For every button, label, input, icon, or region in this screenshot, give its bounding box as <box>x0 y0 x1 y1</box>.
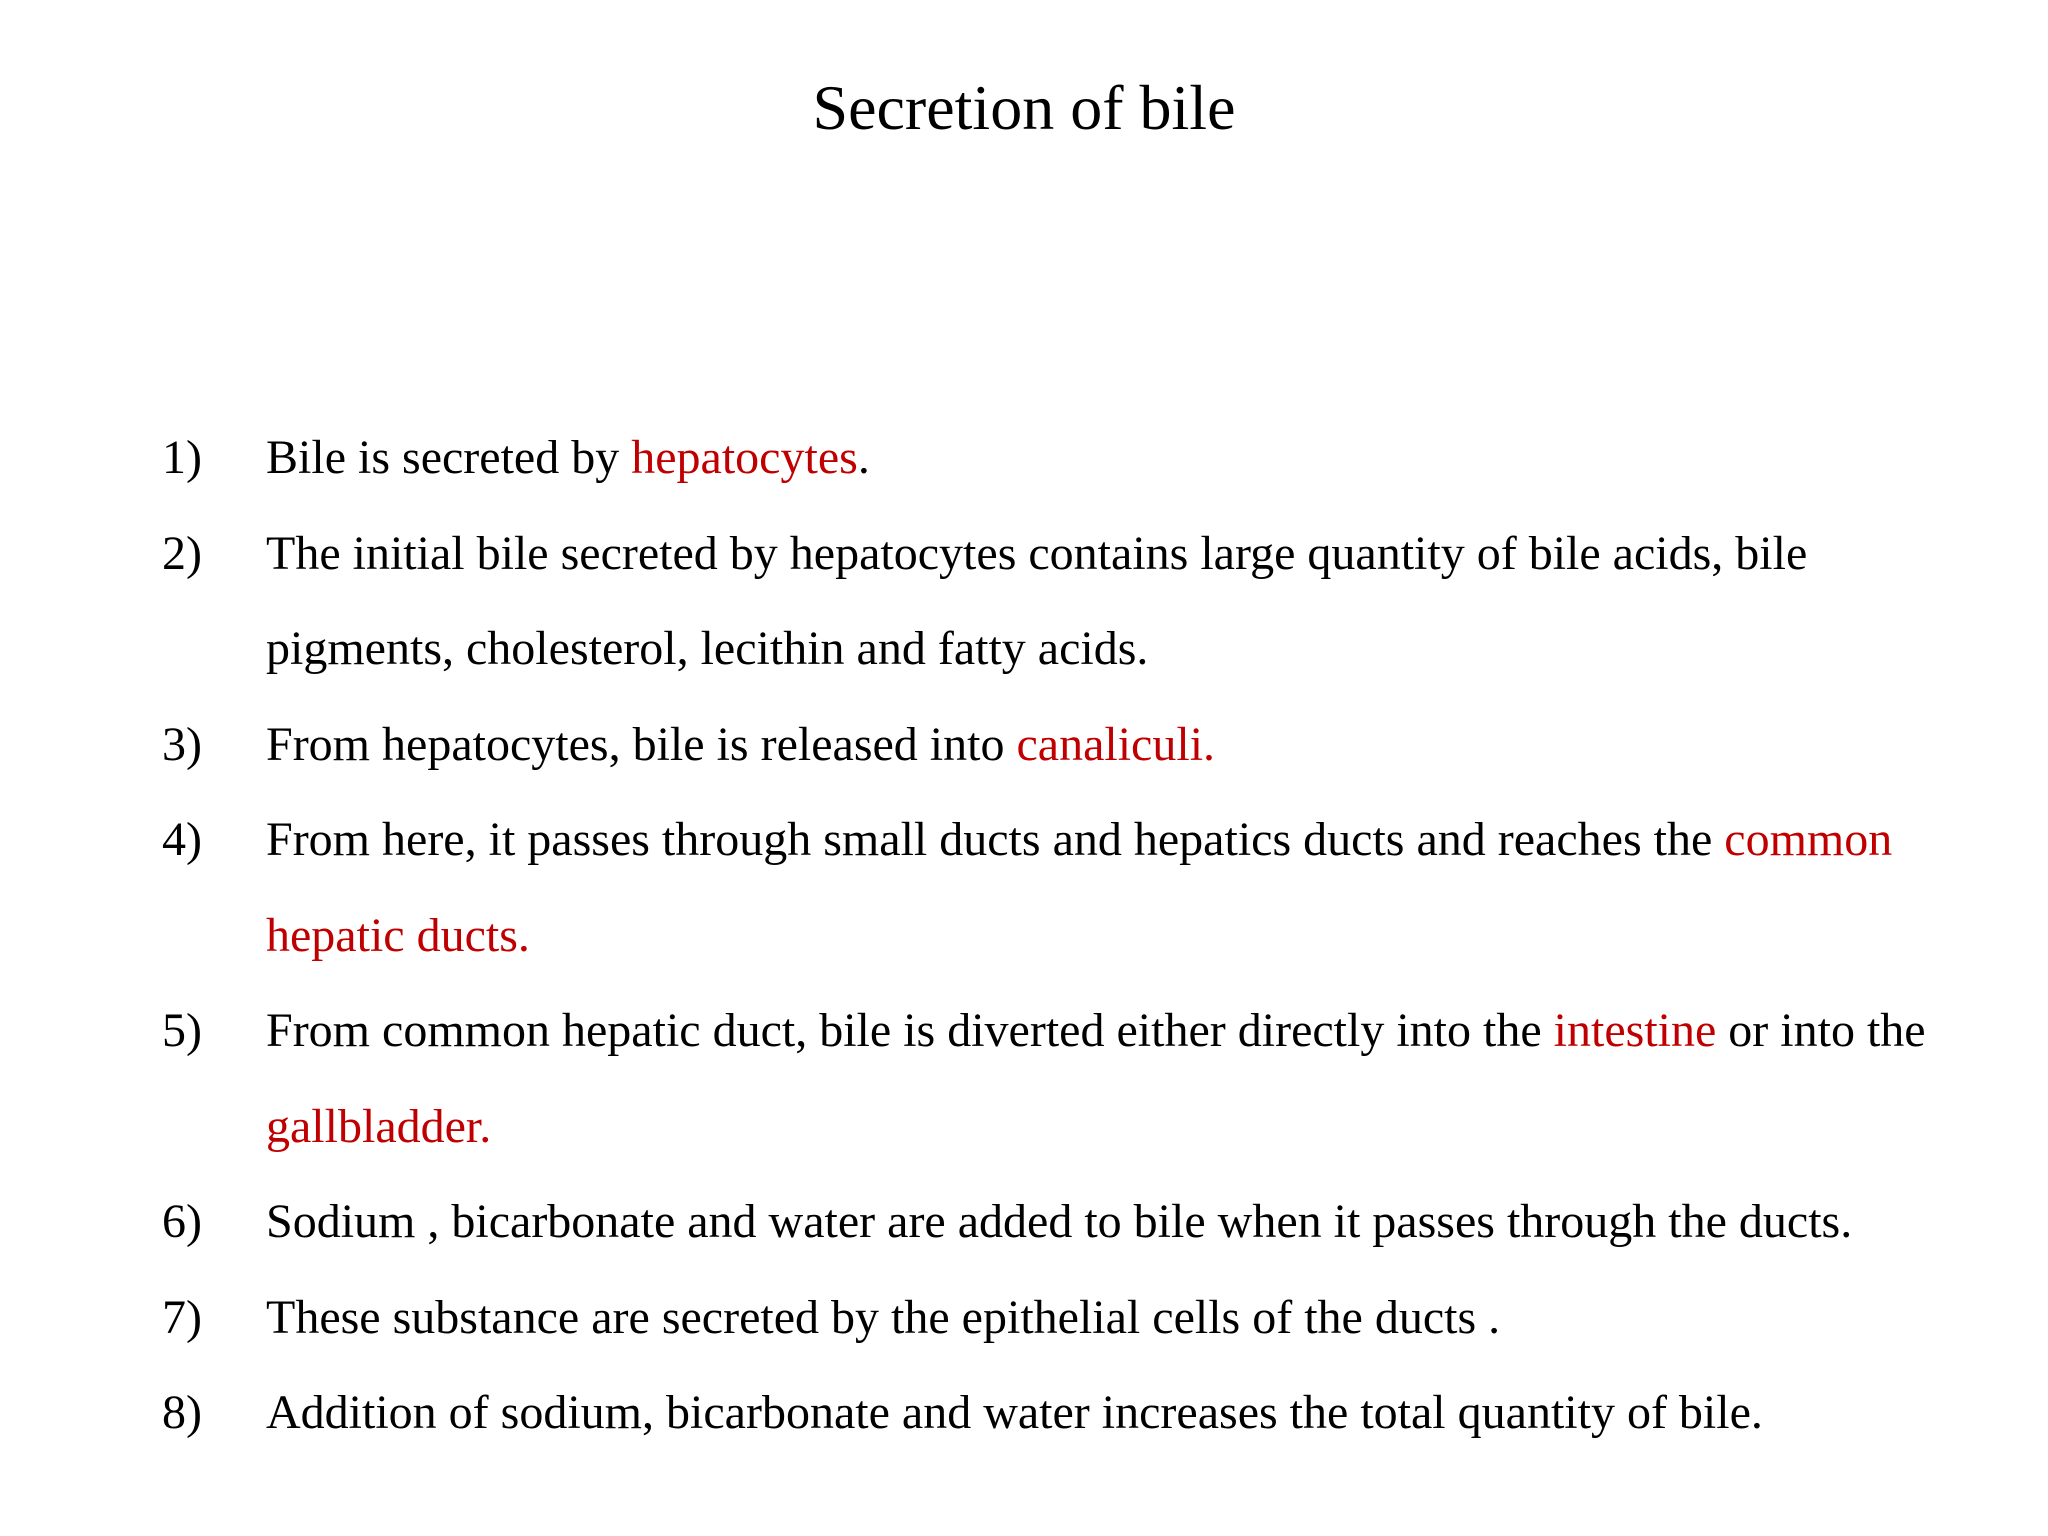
text-segment: Bile is secreted by <box>266 431 632 484</box>
text-segment: Addition of sodium, bicarbonate and water increases the total quantity of bile. <box>266 1386 1763 1439</box>
list-item-text <box>266 718 1215 771</box>
text-segment: From common hepatic duct, bile is diverted either directly into the <box>266 1004 1554 1057</box>
list-item-number: 7) <box>162 1290 202 1344</box>
list-item-text <box>266 1195 1852 1248</box>
highlighted-term: hepatocytes <box>631 431 858 484</box>
list-item-number: 6) <box>162 1195 202 1248</box>
page-title: Secretion of bile <box>812 72 1236 143</box>
list-item <box>0 1270 2048 1366</box>
list-item-number: 1) <box>162 431 202 484</box>
list-item-number: 5) <box>162 1004 202 1057</box>
list-item <box>0 1365 2048 1461</box>
list-item <box>0 792 2048 983</box>
list-item-text <box>266 1004 1926 1153</box>
highlighted-term: gallbladder. <box>266 1099 492 1153</box>
list-item <box>0 506 2048 697</box>
text-segment: Sodium , bicarbonate and water are added to bile when it passes through the ducts. <box>266 1195 1853 1248</box>
list-item-number: 8) <box>162 1386 202 1439</box>
text-segment: or into the <box>1716 1004 1926 1057</box>
highlighted-term: common hepatic ducts. <box>266 813 1893 962</box>
list-item-number: 3) <box>162 717 202 771</box>
list-item-number: 4) <box>162 813 202 866</box>
list-item-text <box>266 431 870 484</box>
list-item <box>0 983 2048 1174</box>
list-item-text <box>266 1386 1763 1439</box>
highlighted-term: intestine <box>1553 1004 1717 1057</box>
list-item <box>0 1174 2048 1270</box>
text-segment: These substance are secreted by the epithelial cells of the ducts . <box>266 1290 1501 1344</box>
text-segment: . <box>857 431 870 484</box>
list-item <box>0 410 2048 506</box>
list-item-text <box>266 1291 1500 1344</box>
text-segment: From here, it passes through small ducts and hepatics ducts and reaches the <box>266 813 1725 866</box>
numbered-list <box>0 410 2048 1461</box>
list-item-text <box>266 527 1807 676</box>
list-item-number: 2) <box>162 526 202 580</box>
text-segment: From hepatocytes, bile is released into <box>266 717 1017 771</box>
text-segment: The initial bile secreted by hepatocytes contains large quantity of bile acids, bile pigments, cholesterol, lecithin and fatty acids. <box>266 526 1808 675</box>
list-item-text <box>266 813 1892 962</box>
highlighted-term: canaliculi. <box>1016 717 1216 771</box>
list-item <box>0 697 2048 793</box>
